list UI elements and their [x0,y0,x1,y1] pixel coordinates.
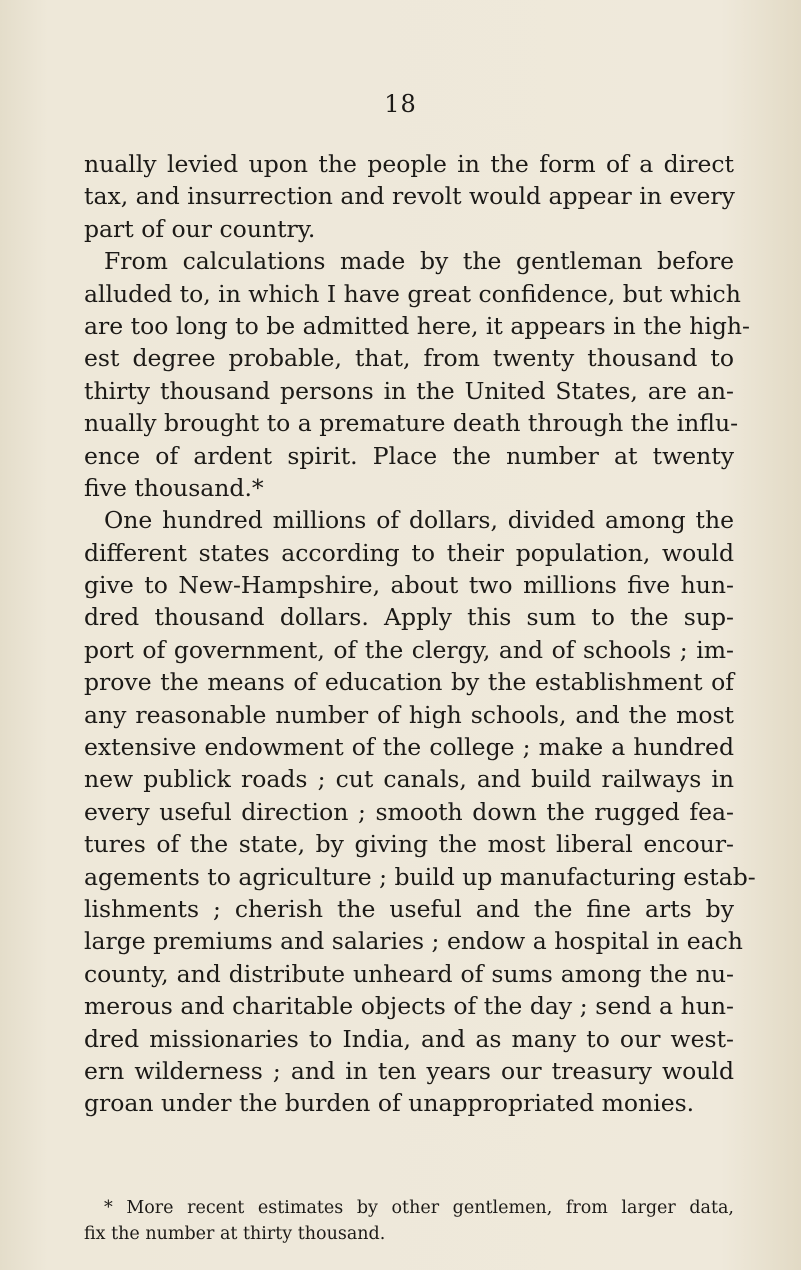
text-line: agements to agriculture ; build up manufacturing estab- [84,862,756,891]
text-line: One hundred millions of dollars, divided among the [104,506,734,535]
text-line: ern wilderness ; and in ten years our treasury would [84,1056,734,1085]
text-line: give to New-Hampshire, about two millions five hun- [84,571,734,600]
text-line: part of our country. [84,214,316,243]
text-line: port of government, of the clergy, and of schools ; im- [84,635,734,664]
text-line: alluded to, in which I have great confidence, but which [84,279,741,308]
text-line: est degree probable, that, from twenty thousand to [84,344,734,373]
text-line: tax, and insurrection and revolt would appear in every [84,182,735,211]
text-line: five thousand.* [84,473,264,502]
text-line: dred thousand dollars. Apply this sum to the sup- [84,603,734,632]
text-line: county, and distribute unheard of sums among the nu- [84,959,734,988]
text-line: large premiums and salaries ; endow a hospital in each [84,927,743,956]
text-line: prove the means of education by the establishment of [84,668,734,697]
text-line: are too long to be admitted here, it appears in the high- [84,311,750,340]
footnote-line: fix the number at thirty thousand. [84,1224,386,1244]
text-line: every useful direction ; smooth down the rugged fea- [84,797,734,826]
text-line: tures of the state, by giving the most liberal encour- [84,830,734,859]
text-line: groan under the burden of unappropriated monies. [84,1089,695,1118]
text-line: nually levied upon the people in the form of a direct [84,150,734,178]
text-line: merous and charitable objects of the day ; send a hun- [84,992,734,1021]
text-line: nually brought to a premature death through the influ- [84,409,739,438]
body-text [84,148,756,1120]
text-line: new publick roads ; cut canals, and build railways in [84,765,734,794]
text-line: thirty thousand persons in the United States, are an- [84,376,734,405]
text-line: any reasonable number of high schools, and the most [84,700,734,729]
footnote [84,1195,734,1247]
footnote-line: * More recent estimates by other gentlemen, from larger data, [104,1198,734,1218]
text-line: From calculations made by the gentleman before [104,247,734,276]
text-line: different states according to their population, would [84,538,734,567]
page-number: 18 [384,90,417,118]
text-line: ence of ardent spirit. Place the number at twenty [84,441,734,470]
text-line: lishments ; cherish the useful and the fine arts by [84,894,734,923]
text-line: dred missionaries to India, and as many to our west- [84,1024,734,1053]
text-line: extensive endowment of the college ; make a hundred [84,733,734,762]
